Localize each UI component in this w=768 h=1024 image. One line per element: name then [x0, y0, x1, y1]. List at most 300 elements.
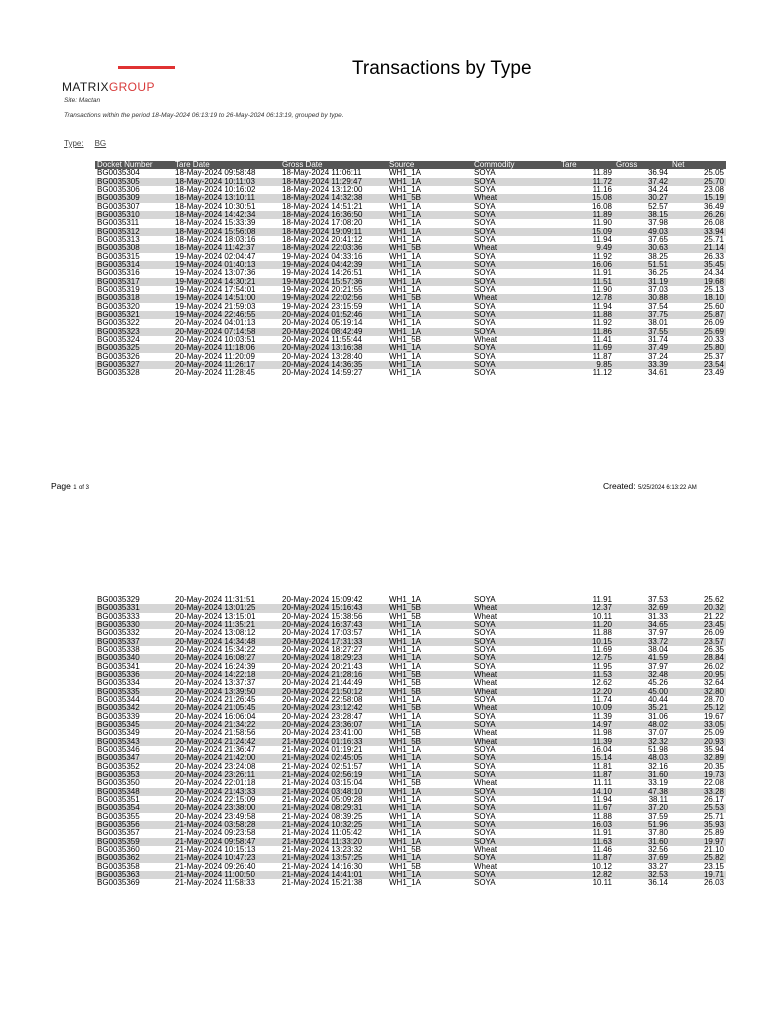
table-row	[95, 228, 726, 236]
gross-date-cell: 21-May-2024 11:05:42	[282, 829, 362, 838]
gross-date-cell: 20-May-2024 20:21:43	[282, 662, 363, 671]
tare-date-cell: 20-May-2024 23:38:00	[173, 804, 280, 812]
gross-cell: 37.20	[614, 804, 670, 812]
table-row	[95, 336, 726, 344]
gross-date-cell: 21-May-2024 01:19:21	[282, 745, 363, 755]
gross-cell: 37.53	[647, 596, 668, 605]
commodity-cell: SOYA	[474, 319, 496, 328]
tare-date-cell: 19-May-2024 02:04:47	[175, 252, 256, 261]
table-row	[95, 646, 726, 654]
gross-cell: 33.72	[614, 638, 670, 646]
commodity-cell: Wheat	[474, 335, 498, 345]
net-cell: 32.89	[670, 754, 726, 762]
gross-cell: 37.55	[614, 328, 670, 336]
gross-date-cell: 21-May-2024 01:16:33	[280, 738, 387, 746]
commodity-cell: SOYA	[472, 788, 559, 796]
gross-date-cell: 21-May-2024 13:57:25	[280, 854, 387, 862]
source-cell: WH1_1A	[387, 838, 472, 846]
tare-cell: 11.88	[592, 629, 612, 638]
net-cell: 28.70	[703, 695, 724, 705]
table-row	[95, 269, 726, 277]
gross-date-cell: 18-May-2024 14:32:38	[280, 194, 387, 202]
table-row	[95, 721, 726, 729]
table-row	[95, 813, 726, 821]
tare-cell: 11.91	[592, 596, 612, 605]
docket-cell: BG0035350	[97, 779, 140, 788]
period-description: Transactions within the period 18-May-2024 06:13:19 to 26-May-2024 06:13:19, grouped by type.	[64, 112, 344, 119]
tare-cell: 11.89	[592, 169, 612, 178]
table-row	[95, 261, 726, 269]
source-cell: WH1_1A	[387, 178, 472, 186]
docket-cell: BG0035327	[95, 361, 173, 369]
commodity-cell: SOYA	[474, 662, 496, 671]
docket-cell: BG0035312	[95, 228, 173, 236]
gross-cell: 48.02	[614, 721, 670, 729]
table-row	[95, 303, 726, 311]
commodity-cell: SOYA	[472, 311, 559, 319]
gross-date-cell: 21-May-2024 10:32:25	[280, 821, 387, 829]
commodity-cell: SOYA	[474, 169, 496, 178]
gross-date-cell: 18-May-2024 20:41:12	[282, 235, 363, 245]
tare-cell: 14.97	[559, 721, 614, 729]
gross-cell: 37.65	[647, 235, 668, 245]
net-cell: 20.35	[703, 762, 724, 771]
tare-date-cell: 20-May-2024 11:35:21	[173, 621, 280, 629]
source-cell: WH1_1A	[389, 662, 422, 671]
net-cell: 22.08	[703, 779, 724, 788]
table-row	[95, 804, 726, 812]
source-cell: WH1_5B	[389, 862, 422, 871]
net-cell: 32.80	[670, 688, 726, 696]
tare-cell: 11.41	[592, 335, 612, 345]
commodity-cell: Wheat	[472, 244, 559, 252]
table-row	[95, 763, 726, 771]
tare-cell: 12.75	[559, 654, 614, 662]
docket-cell: BG0035345	[95, 721, 173, 729]
docket-cell: BG0035304	[97, 169, 140, 178]
tare-cell: 11.94	[592, 235, 612, 245]
gross-date-cell: 20-May-2024 21:50:12	[280, 688, 387, 696]
tare-cell: 10.15	[559, 638, 614, 646]
table-row	[95, 821, 726, 829]
gross-cell: 37.59	[647, 812, 668, 821]
net-cell: 26.35	[703, 645, 724, 655]
tare-cell: 15.08	[559, 194, 614, 202]
gross-cell: 32.69	[614, 604, 670, 612]
docket-cell: BG0035324	[97, 335, 140, 345]
docket-cell: BG0035328	[97, 369, 140, 378]
net-cell: 25.71	[703, 235, 724, 245]
source-cell: WH1_5B	[387, 604, 472, 612]
gross-cell: 36.94	[647, 169, 668, 178]
source-cell: WH1_1A	[387, 621, 472, 629]
tare-date-cell: 20-May-2024 11:31:51	[175, 596, 255, 605]
table-row	[95, 879, 726, 887]
commodity-cell: SOYA	[474, 219, 496, 228]
gross-cell: 31.19	[614, 278, 670, 286]
source-cell: WH1_1A	[389, 812, 422, 821]
logo-word-group: GROUP	[108, 80, 155, 94]
tare-cell: 12.82	[559, 871, 614, 879]
tare-date-cell: 18-May-2024 10:16:02	[175, 185, 256, 195]
table-row	[95, 713, 726, 721]
tare-cell: 11.39	[559, 738, 614, 746]
gross-date-cell: 18-May-2024 11:06:11	[282, 169, 362, 178]
net-cell: 25.53	[670, 804, 726, 812]
table-row	[95, 621, 726, 629]
tare-date-cell: 20-May-2024 10:03:51	[175, 335, 256, 345]
source-cell: WH1_1A	[387, 344, 472, 352]
tare-date-cell: 20-May-2024 21:05:45	[173, 704, 280, 712]
commodity-cell: Wheat	[472, 671, 559, 679]
table-row	[95, 353, 726, 361]
tare-date-cell: 20-May-2024 16:08:27	[173, 654, 280, 662]
commodity-cell: Wheat	[472, 604, 559, 612]
tare-date-cell: 19-May-2024 13:07:36	[175, 269, 256, 278]
commodity-cell: SOYA	[472, 621, 559, 629]
gross-cell: 37.98	[647, 219, 668, 228]
net-cell: 25.12	[670, 704, 726, 712]
tare-cell: 10.11	[592, 612, 612, 621]
gross-cell: 33.27	[647, 862, 668, 871]
commodity-cell: SOYA	[472, 771, 559, 779]
commodity-cell: Wheat	[474, 612, 498, 621]
source-cell: WH1_1A	[387, 654, 472, 662]
gross-date-cell: 21-May-2024 02:56:19	[280, 771, 387, 779]
net-cell: 19.71	[670, 871, 726, 879]
tare-cell: 16.03	[559, 821, 614, 829]
net-cell: 25.62	[703, 596, 724, 605]
tare-cell: 16.06	[559, 261, 614, 269]
tare-date-cell: 18-May-2024 13:10:11	[173, 194, 280, 202]
commodity-cell: SOYA	[472, 754, 559, 762]
net-cell: 18.10	[670, 294, 726, 302]
docket-cell: BG0035352	[97, 762, 140, 771]
tare-cell: 11.63	[559, 838, 614, 846]
gross-date-cell: 18-May-2024 14:51:21	[282, 202, 363, 211]
docket-cell: BG0035346	[97, 745, 140, 755]
logo-red-bar	[118, 66, 175, 69]
gross-date-cell: 20-May-2024 16:37:43	[280, 621, 387, 629]
net-cell: 23.57	[670, 638, 726, 646]
tare-date-cell: 20-May-2024 11:20:09	[175, 352, 255, 361]
gross-date-cell: 21-May-2024 11:33:20	[280, 838, 387, 846]
tare-cell: 11.88	[592, 812, 612, 821]
tare-date-cell: 20-May-2024 13:39:50	[173, 688, 280, 696]
gross-cell: 38.01	[647, 319, 668, 328]
tare-cell: 11.20	[559, 621, 614, 629]
docket-cell: BG0035331	[95, 604, 173, 612]
net-cell: 20.93	[670, 738, 726, 746]
source-cell: WH1_1A	[387, 871, 472, 879]
commodity-cell: SOYA	[472, 638, 559, 646]
docket-cell: BG0035351	[97, 795, 140, 805]
gross-cell: 37.07	[647, 729, 668, 738]
col-tare-date: Tare Date	[173, 161, 280, 169]
source-cell: WH1_1A	[387, 261, 472, 269]
net-cell: 20.95	[670, 671, 726, 679]
table-row	[95, 771, 726, 779]
tare-date-cell: 21-May-2024 11:00:50	[173, 871, 280, 879]
gross-cell: 31.33	[647, 612, 668, 621]
gross-cell: 37.97	[647, 629, 668, 638]
net-cell: 25.60	[703, 302, 724, 311]
gross-cell: 32.48	[614, 671, 670, 679]
table-row	[95, 671, 726, 679]
tare-cell: 11.51	[559, 278, 614, 286]
tare-cell: 11.88	[559, 311, 614, 319]
source-cell: WH1_1A	[389, 285, 422, 295]
source-cell: WH1_1A	[389, 712, 422, 721]
net-cell: 33.94	[670, 228, 726, 236]
gross-cell: 48.03	[614, 754, 670, 762]
tare-date-cell: 21-May-2024 10:47:23	[173, 854, 280, 862]
table-row	[95, 688, 726, 696]
commodity-cell: SOYA	[472, 261, 559, 269]
table-row	[95, 311, 726, 319]
docket-cell: BG0035316	[97, 269, 140, 278]
tare-date-cell: 20-May-2024 14:22:18	[173, 671, 280, 679]
tare-cell: 11.86	[559, 328, 614, 336]
created-value: 5/25/2024 6:13:22 AM	[637, 485, 697, 491]
tare-cell: 11.92	[592, 252, 612, 261]
source-cell: WH1_1A	[387, 228, 472, 236]
gross-cell: 34.24	[647, 185, 668, 195]
gross-date-cell: 20-May-2024 08:42:49	[280, 328, 387, 336]
tare-cell: 11.39	[592, 712, 612, 721]
tare-date-cell: 20-May-2024 21:26:45	[175, 695, 256, 705]
gross-cell: 52.57	[647, 202, 668, 211]
net-cell: 26.26	[670, 211, 726, 219]
gross-date-cell: 19-May-2024 04:42:39	[280, 261, 387, 269]
table-row	[95, 169, 726, 177]
table-row	[95, 829, 726, 837]
tare-date-cell: 18-May-2024 14:42:34	[173, 211, 280, 219]
tare-date-cell: 19-May-2024 17:54:01	[175, 285, 256, 295]
commodity-cell: SOYA	[472, 328, 559, 336]
gross-cell: 35.21	[614, 704, 670, 712]
gross-date-cell: 21-May-2024 08:29:31	[280, 804, 387, 812]
tare-date-cell: 20-May-2024 23:49:58	[175, 812, 256, 821]
commodity-cell: Wheat	[472, 704, 559, 712]
table-row	[95, 638, 726, 646]
commodity-cell: SOYA	[472, 804, 559, 812]
table-row	[95, 604, 726, 612]
net-cell: 25.13	[703, 285, 724, 295]
source-cell: WH1_1A	[389, 829, 422, 838]
tare-date-cell: 21-May-2024 03:58:28	[173, 821, 280, 829]
tare-date-cell: 20-May-2024 11:28:45	[175, 369, 255, 378]
gross-cell: 37.03	[647, 285, 668, 295]
source-cell: WH1_5B	[387, 244, 472, 252]
source-cell: WH1_1A	[387, 771, 472, 779]
source-cell: WH1_1A	[387, 361, 472, 369]
net-cell: 26.03	[703, 879, 724, 888]
tare-cell: 11.89	[559, 211, 614, 219]
commodity-cell: Wheat	[472, 294, 559, 302]
table-row	[95, 863, 726, 871]
gross-date-cell: 21-May-2024 14:41:01	[280, 871, 387, 879]
net-cell: 25.82	[670, 854, 726, 862]
source-cell: WH1_1A	[387, 328, 472, 336]
docket-cell: BG0035369	[97, 879, 140, 888]
tare-date-cell: 20-May-2024 22:15:09	[175, 795, 256, 805]
gross-cell: 38.04	[647, 645, 668, 655]
source-cell: WH1_5B	[387, 671, 472, 679]
docket-cell: BG0035333	[97, 612, 140, 621]
source-cell: WH1_5B	[389, 335, 422, 345]
tare-cell: 11.72	[559, 178, 614, 186]
docket-cell: BG0035320	[97, 302, 140, 311]
gross-cell: 32.56	[647, 845, 668, 854]
commodity-cell: SOYA	[474, 629, 496, 638]
logo-word-matrix: MATRIX	[62, 80, 109, 94]
tare-date-cell: 18-May-2024 15:56:08	[173, 228, 280, 236]
gross-date-cell: 18-May-2024 16:36:50	[280, 211, 387, 219]
type-label: Type:	[64, 139, 84, 148]
docket-cell: BG0035341	[97, 662, 140, 671]
tare-cell: 11.94	[592, 795, 612, 805]
tare-date-cell: 18-May-2024 10:11:03	[173, 178, 280, 186]
docket-cell: BG0035332	[97, 629, 140, 638]
commodity-cell: SOYA	[472, 278, 559, 286]
transactions-table-page2	[95, 596, 726, 887]
gross-cell: 37.75	[614, 311, 670, 319]
net-cell: 23.49	[703, 369, 724, 378]
commodity-cell: SOYA	[474, 352, 496, 361]
tare-cell: 11.91	[592, 269, 612, 278]
table-row	[95, 236, 726, 244]
gross-date-cell: 21-May-2024 14:16:30	[282, 862, 363, 871]
table-row	[95, 696, 726, 704]
docket-cell: BG0035335	[95, 688, 173, 696]
gross-cell: 30.88	[614, 294, 670, 302]
gross-date-cell: 20-May-2024 23:41:00	[282, 729, 363, 738]
commodity-cell: SOYA	[474, 812, 496, 821]
gross-cell: 37.69	[614, 854, 670, 862]
tare-cell: 11.87	[592, 352, 612, 361]
table-row	[95, 294, 726, 302]
tare-date-cell: 20-May-2024 21:42:00	[173, 754, 280, 762]
tare-cell: 11.87	[559, 771, 614, 779]
tare-cell: 10.09	[559, 704, 614, 712]
source-cell: WH1_1A	[387, 754, 472, 762]
net-cell: 21.14	[670, 244, 726, 252]
table-row	[95, 253, 726, 261]
source-cell: WH1_1A	[389, 169, 422, 178]
commodity-cell: SOYA	[474, 829, 496, 838]
source-cell: WH1_1A	[389, 695, 422, 705]
report-title: Transactions by Type	[352, 58, 532, 79]
tare-date-cell: 20-May-2024 07:14:58	[173, 328, 280, 336]
source-cell: WH1_1A	[389, 352, 422, 361]
gross-date-cell: 20-May-2024 18:29:23	[280, 654, 387, 662]
docket-cell: BG0035309	[95, 194, 173, 202]
gross-cell: 31.60	[614, 771, 670, 779]
table-row	[95, 361, 726, 369]
table-row	[95, 754, 726, 762]
net-cell: 33.05	[670, 721, 726, 729]
commodity-cell: SOYA	[472, 854, 559, 862]
gross-date-cell: 18-May-2024 13:12:00	[282, 185, 363, 195]
docket-cell: BG0035343	[95, 738, 173, 746]
tare-cell: 16.04	[591, 745, 612, 755]
gross-date-cell: 20-May-2024 14:59:27	[282, 369, 363, 378]
gross-date-cell: 21-May-2024 13:23:32	[282, 845, 363, 854]
table-row	[95, 319, 726, 327]
gross-date-cell: 20-May-2024 23:12:42	[280, 704, 387, 712]
commodity-cell: SOYA	[472, 654, 559, 662]
docket-cell: BG0035358	[97, 862, 140, 871]
net-cell: 19.73	[670, 771, 726, 779]
table-row	[95, 779, 726, 787]
docket-cell: BG0035321	[95, 311, 173, 319]
page-indicator	[51, 481, 89, 491]
table-row	[95, 211, 726, 219]
gross-cell: 37.54	[647, 302, 668, 311]
docket-cell: BG0035338	[97, 645, 140, 655]
tare-date-cell: 21-May-2024 10:15:13	[175, 845, 256, 854]
tare-date-cell: 20-May-2024 16:24:39	[175, 662, 256, 671]
type-value: BG	[94, 139, 107, 148]
tare-cell: 11.95	[592, 662, 612, 671]
net-cell: 25.09	[703, 729, 724, 738]
table-row	[95, 219, 726, 227]
tare-cell: 11.90	[592, 285, 612, 295]
source-cell: WH1_1A	[389, 745, 422, 755]
docket-cell: BG0035313	[97, 235, 140, 245]
docket-cell: BG0035330	[95, 621, 173, 629]
tare-cell: 11.87	[559, 854, 614, 862]
tare-cell: 11.11	[593, 779, 612, 788]
table-row	[95, 738, 726, 746]
gross-date-cell: 19-May-2024 23:15:59	[282, 302, 363, 311]
table-row	[95, 663, 726, 671]
tare-date-cell: 20-May-2024 11:18:06	[173, 344, 280, 352]
commodity-cell: SOYA	[472, 838, 559, 846]
tare-date-cell: 20-May-2024 13:08:12	[175, 629, 256, 638]
gross-date-cell: 18-May-2024 19:09:11	[280, 228, 387, 236]
tare-cell: 12.62	[591, 679, 612, 688]
gross-date-cell: 20-May-2024 13:16:38	[280, 344, 387, 352]
net-cell: 26.08	[703, 219, 724, 228]
table-row	[95, 278, 726, 286]
table-row	[95, 796, 726, 804]
table-row	[95, 788, 726, 796]
docket-cell: BG0035317	[95, 278, 173, 286]
commodity-cell: Wheat	[472, 688, 559, 696]
gross-cell: 51.96	[614, 821, 670, 829]
gross-date-cell: 21-May-2024 02:45:05	[280, 754, 387, 762]
source-cell: WH1_5B	[389, 612, 422, 621]
source-cell: WH1_1A	[387, 804, 472, 812]
commodity-cell: SOYA	[474, 285, 496, 295]
tare-cell: 12.78	[559, 294, 614, 302]
tare-cell: 9.49	[559, 244, 614, 252]
site-label: Site: Mactan	[64, 97, 101, 104]
tare-cell: 11.92	[592, 319, 612, 328]
tare-date-cell: 20-May-2024 13:37:37	[175, 679, 256, 688]
source-cell: WH1_1A	[389, 879, 422, 888]
tare-date-cell: 20-May-2024 15:34:22	[175, 645, 256, 655]
tare-date-cell: 20-May-2024 21:34:22	[173, 721, 280, 729]
tare-date-cell: 21-May-2024 09:26:40	[175, 862, 256, 871]
docket-cell: BG0035322	[97, 319, 140, 328]
gross-cell: 45.26	[647, 679, 668, 688]
tare-cell: 11.53	[559, 671, 614, 679]
net-cell: 33.28	[670, 788, 726, 796]
docket-cell: BG0035311	[97, 219, 140, 228]
